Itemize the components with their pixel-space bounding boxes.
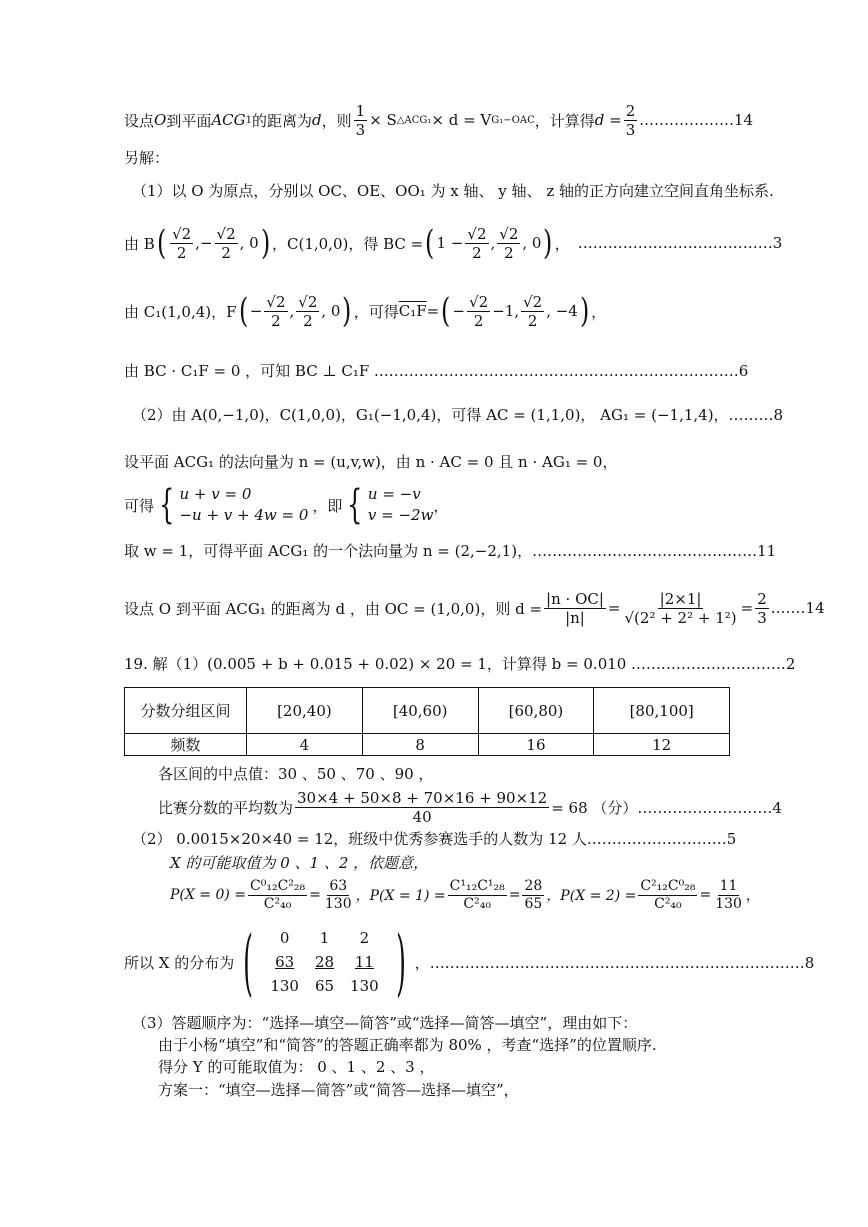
line-distance-formula <box>124 100 753 140</box>
text: ) <box>579 291 590 331</box>
text: 0 <box>279 929 290 947</box>
fraction <box>323 878 354 913</box>
text: 3 <box>625 120 636 139</box>
text: 由 C₁(1,0,4)，F <box>124 302 237 321</box>
text: × d = V <box>431 111 492 129</box>
text: C₁F <box>398 302 427 320</box>
fraction <box>295 789 549 826</box>
text: C⁰₁₂C²₂₈ <box>250 877 306 894</box>
text: △ACG₁ <box>396 114 432 126</box>
text: , <box>289 302 295 320</box>
text: 11 <box>719 877 738 894</box>
text: 到平面 <box>166 111 212 130</box>
line-normal-vector: 设平面 ACG₁ 的法向量为 n = (u,v,w)，由 n · AC = 0 且 n · AG₁ = 0， <box>124 453 618 471</box>
text: { <box>347 482 363 528</box>
matrix-column <box>315 926 334 998</box>
text: …………………………………3 <box>577 234 783 252</box>
text: 1 <box>355 101 366 120</box>
fraction <box>264 293 287 330</box>
text: 设点 O 到平面 ACG₁ 的距离为 d ，由 OC = (1,0,0)，则 d = <box>124 599 543 618</box>
text: , 0 <box>522 234 542 252</box>
matrix-column <box>350 926 379 998</box>
matrix-column <box>270 926 299 998</box>
text: ACG <box>211 111 246 129</box>
table-header: [60,80) <box>478 688 594 734</box>
text: 130 <box>324 895 352 912</box>
fraction <box>465 225 488 262</box>
text: 28 <box>314 953 335 971</box>
line-vector-bc <box>124 218 782 268</box>
text: ) <box>395 920 406 1004</box>
line-mean <box>158 784 782 830</box>
text: 由 B <box>124 234 155 253</box>
line-distribution <box>124 920 815 1004</box>
text: ，P(X = 1) = <box>355 888 446 904</box>
text: ，…………………………………………………………………8 <box>414 953 815 972</box>
fraction <box>497 225 520 262</box>
line-probabilities <box>170 872 760 918</box>
fraction <box>713 878 744 913</box>
text: = <box>426 302 440 320</box>
fraction <box>544 590 606 627</box>
fraction <box>448 878 507 913</box>
text: √2 <box>216 224 236 243</box>
text: ( <box>441 291 451 331</box>
text: , <box>195 234 200 252</box>
text: √2 <box>523 292 543 311</box>
text: − <box>452 302 466 320</box>
text: v = −2w <box>367 506 434 524</box>
text: C²₄₀ <box>654 895 682 912</box>
text: −u + v + 4w = 0 <box>179 506 309 524</box>
text: u = −v <box>367 485 421 503</box>
text: ，C(1,0,0)，得 BC = <box>272 234 424 253</box>
text: 2 <box>504 243 514 262</box>
text: √(2² + 2² + 1²) <box>624 608 737 627</box>
text: 2 <box>757 589 767 608</box>
text: √2 <box>469 292 489 311</box>
text: P(X = 0) = <box>170 887 247 903</box>
table-header: [20,40) <box>247 688 363 734</box>
table-cell: 16 <box>478 734 594 756</box>
text: 130 <box>350 977 379 995</box>
text: = <box>607 599 621 617</box>
text: 2 <box>176 243 187 262</box>
text: 1 <box>319 929 330 947</box>
text: × S <box>369 111 397 129</box>
text: C¹₁₂C¹₂₈ <box>449 877 505 894</box>
line-midpoints: 各区间的中点值：30 、50 、70 、90 ， <box>158 765 434 783</box>
text: ， <box>554 234 570 253</box>
line-distance-result <box>124 580 825 636</box>
text: − <box>249 302 263 320</box>
fraction <box>622 590 738 627</box>
text: d = <box>594 111 622 129</box>
text: 2 <box>221 243 231 262</box>
text: 2 <box>625 101 636 120</box>
system-1 <box>179 484 308 526</box>
text: G₁−OAC <box>491 114 535 126</box>
text: ， <box>433 496 449 515</box>
text: 3 <box>355 120 366 139</box>
line-q19-part2: （2） 0.0015×20×40 = 12，班级中优秀参赛选手的人数为 12 人.………………………5 <box>132 830 737 848</box>
table-header: [40,60) <box>362 688 478 734</box>
text: 2 <box>527 311 538 330</box>
text: .……14 <box>770 599 825 617</box>
text: 63 <box>275 953 295 971</box>
text: 2 <box>359 929 370 947</box>
text: 40 <box>412 807 432 826</box>
fraction <box>248 878 307 913</box>
line-plan1: 方案一：“填空—选择—简答”或“简答—选择—填空”， <box>158 1081 519 1099</box>
table-header: [80,100] <box>594 688 730 734</box>
line-q19-part1: 19. 解（1）(0.005 + b + 0.015 + 0.02) × 20 = 1，计算得 b = 0.010 .…………………………2 <box>124 655 796 673</box>
text: , −4 <box>546 302 578 320</box>
text: 11 <box>354 953 374 971</box>
text: − <box>199 234 213 252</box>
text: , 0 <box>239 234 259 252</box>
fraction <box>354 102 368 139</box>
text: u + v = 0 <box>179 485 252 503</box>
text: 30×4 + 50×8 + 70×16 + 90×12 <box>297 788 548 807</box>
text: { <box>159 482 175 528</box>
text: ( <box>238 291 248 331</box>
fraction <box>467 293 490 330</box>
text: ，P(X = 2) = <box>546 888 637 904</box>
text: .………………14 <box>639 111 754 129</box>
text: 65 <box>314 977 335 995</box>
line-alt-solution: 另解： <box>124 149 170 167</box>
text: 1 <box>245 114 253 126</box>
distribution-matrix <box>262 926 386 998</box>
text: 2 <box>303 311 313 330</box>
line-system <box>124 482 448 528</box>
text: ，可得 <box>353 302 399 321</box>
line-reason: 由于小杨“填空”和“简答”的答题正确率都为 80% ，考查“选择”的位置顺序. <box>158 1036 657 1054</box>
text: = <box>508 887 521 903</box>
text: C²₄₀ <box>263 895 292 912</box>
text: O <box>154 111 167 129</box>
fraction <box>170 225 193 262</box>
fraction <box>624 102 638 139</box>
text: 130 <box>270 977 299 995</box>
text: 130 <box>715 895 742 912</box>
text: √2 <box>298 292 318 311</box>
text: ， <box>591 302 607 321</box>
table-header: 分数分组区间 <box>125 688 247 734</box>
text: 的距离为 <box>252 111 313 130</box>
text: −1, <box>492 302 520 320</box>
text: |n · OC| <box>546 589 604 608</box>
table-cell: 8 <box>362 734 478 756</box>
text: √2 <box>499 224 519 243</box>
text: 63 <box>329 877 348 894</box>
fraction <box>296 293 319 330</box>
text: ( <box>156 223 167 263</box>
text: C²₄₀ <box>463 895 491 912</box>
fraction <box>755 590 769 627</box>
fraction <box>638 878 697 913</box>
fraction <box>215 225 238 262</box>
text: ) <box>543 223 553 263</box>
text: ) <box>342 291 352 331</box>
system-2 <box>368 484 434 526</box>
text: √2 <box>467 224 487 243</box>
text: 2 <box>271 311 281 330</box>
text: 65 <box>524 895 543 912</box>
line-normal-result: 取 w = 1，可得平面 ACG₁ 的一个法向量为 n = (2,−2,1)，………………………………………11 <box>124 542 777 560</box>
table-cell: 12 <box>594 734 730 756</box>
text: = 68 （分）………………………4 <box>551 798 782 817</box>
text: 2 <box>472 243 482 262</box>
table-cell: 4 <box>247 734 363 756</box>
text: 28 <box>524 877 543 894</box>
text: ，则 <box>321 111 352 130</box>
text: 可得 <box>124 496 155 515</box>
text: ( <box>243 920 254 1004</box>
text: ，计算得 <box>534 111 595 130</box>
text: = <box>309 887 321 903</box>
line-vector-c1f <box>124 286 606 336</box>
fraction <box>521 293 544 330</box>
line-x-values: X 的可能取值为 0 、1 、2 ，依题意， <box>170 854 429 872</box>
text: 3 <box>757 608 767 627</box>
text: √2 <box>172 224 192 243</box>
text: ，即 <box>312 496 343 515</box>
text: ， <box>745 888 760 904</box>
text: ( <box>425 223 435 263</box>
text: |2×1| <box>659 589 702 608</box>
text: ) <box>260 223 271 263</box>
table-cell: 频数 <box>125 734 247 756</box>
text: 2 <box>473 311 484 330</box>
text: C²₁₂C⁰₂₈ <box>640 877 696 894</box>
text: = <box>699 887 712 903</box>
text: |n| <box>565 608 585 627</box>
line-perpendicular: 由 BC · C₁F = 0 ，可知 BC ⊥ C₁F .………………………………………………………………6 <box>124 362 749 380</box>
text: 1 − <box>436 234 464 252</box>
text: , 0 <box>321 302 341 320</box>
text: √2 <box>266 292 286 311</box>
fraction <box>522 878 544 913</box>
line-y-values: 得分 Y 的可能取值为： 0 、1 、2 、3 ， <box>158 1058 435 1076</box>
line-part2-vectors: （2）由 A(0,−1,0)，C(1,0,0)，G₁(−1,0,4)，可得 AC = (1,1,0)， AG₁ = (−1,1,4)，………8 <box>132 406 784 424</box>
text: 所以 X 的分布为 <box>124 953 235 972</box>
text: d <box>312 111 322 129</box>
text: 设点 <box>124 111 155 130</box>
frequency-table <box>124 687 730 756</box>
line-q19-part3: （3）答题顺序为：“选择—填空—简答”或“选择—简答—填空”，理由如下： <box>132 1014 638 1032</box>
text: , <box>490 234 496 252</box>
text: 比赛分数的平均数为 <box>158 798 294 817</box>
line-coordinate-setup: （1）以 O 为原点，分别以 OC、OE、OO₁ 为 x 轴、 y 轴、 z 轴的正方向建立空间直角坐标系. <box>132 182 774 200</box>
text: = <box>740 599 754 617</box>
